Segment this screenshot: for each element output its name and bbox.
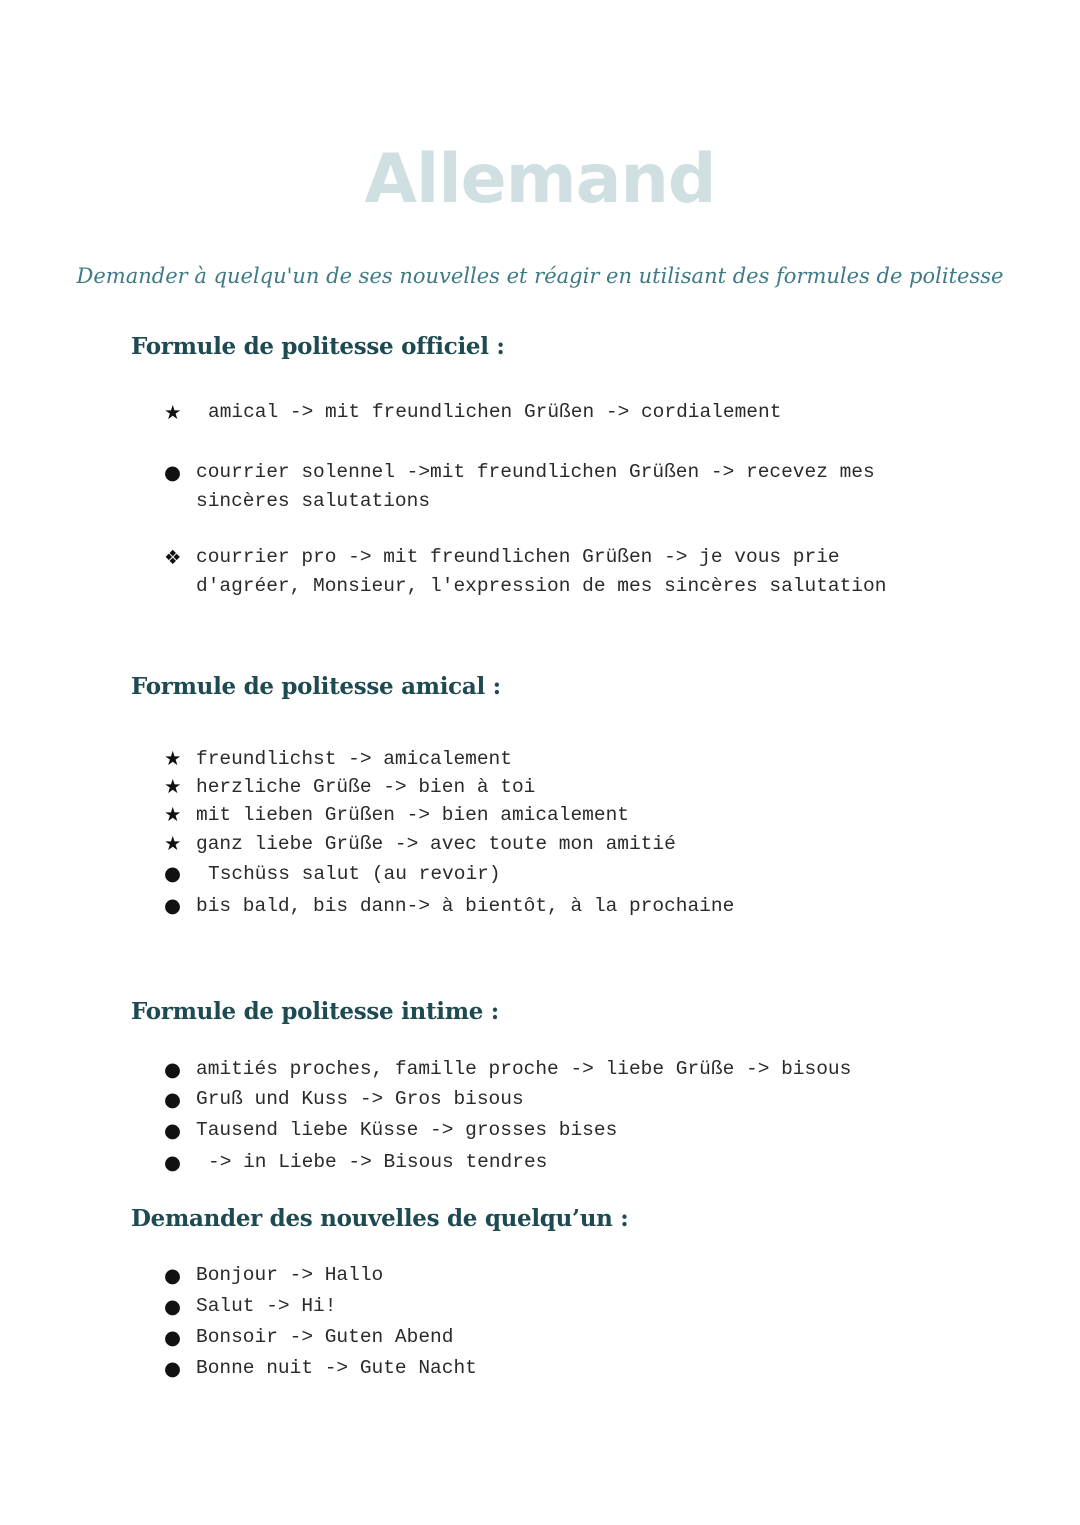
page-subtitle: Demander à quelqu'un de ses nouvelles et réagir en utilisant des formules de politesse — [76, 264, 1004, 288]
dot-bullet-icon: ● — [164, 894, 182, 917]
list-item-text: herzliche Grüße -> bien à toi — [196, 776, 536, 798]
star-bullet-icon: ★ — [164, 775, 182, 798]
dot-bullet-icon: ● — [164, 862, 182, 885]
list-item-text: amical -> mit freundlichen Grüßen -> cordialement — [208, 401, 782, 423]
star-bullet-icon: ★ — [164, 832, 182, 855]
list-item — [164, 1148, 944, 1177]
dot-bullet-icon: ● — [164, 1295, 182, 1318]
list-item-text: Tschüss salut (au revoir) — [208, 863, 501, 885]
section-heading-nouvelles: Demander des nouvelles de quelqu’un : — [131, 1205, 629, 1232]
list-item — [164, 1116, 944, 1145]
dot-bullet-icon: ● — [164, 1088, 182, 1111]
list-item-text: Bonsoir -> Guten Abend — [196, 1326, 454, 1348]
list-item-text: amitiés proches, famille proche -> liebe Grüße -> bisous — [196, 1058, 852, 1080]
star-bullet-icon: ★ — [164, 803, 182, 826]
list-item-text: Bonjour -> Hallo — [196, 1264, 384, 1286]
list-item-text: -> in Liebe -> Bisous tendres — [208, 1151, 548, 1173]
list-item-text: Gruß und Kuss -> Gros bisous — [196, 1088, 524, 1110]
dot-bullet-icon: ● — [164, 1119, 182, 1142]
list-item-text: bis bald, bis dann-> à bientôt, à la prochaine — [196, 895, 735, 917]
list-item-text: ganz liebe Grüße -> avec toute mon amitié — [196, 833, 676, 855]
list-item — [164, 892, 944, 920]
diamond-bullet-icon: ❖ — [164, 546, 182, 569]
list-item — [164, 1292, 944, 1321]
star-bullet-icon: ★ — [164, 401, 182, 424]
dot-bullet-icon: ● — [164, 461, 182, 484]
list-item-text: courrier pro -> mit freundlichen Grüßen -> je vous prie d'agréer, Monsieur, l'expression de mes sincères salutation — [196, 546, 887, 597]
list-item-text: freundlichst -> amicalement — [196, 748, 512, 770]
list-item — [164, 543, 944, 601]
list-item — [164, 801, 944, 829]
section-heading-amical: Formule de politesse amical : — [131, 673, 501, 700]
dot-bullet-icon: ● — [164, 1151, 182, 1174]
list-item-text: Tausend liebe Küsse -> grosses bises — [196, 1119, 618, 1141]
section-heading-officiel: Formule de politesse officiel : — [131, 333, 505, 360]
list-item — [164, 1261, 944, 1290]
list-item-text: courrier solennel ->mit freundlichen Grüßen -> recevez mes sincères salutations — [196, 461, 887, 512]
list-item-text: mit lieben Grüßen -> bien amicalement — [196, 804, 629, 826]
list-item-text: Salut -> Hi! — [196, 1295, 337, 1317]
dot-bullet-icon: ● — [164, 1326, 182, 1349]
list-item-text: Bonne nuit -> Gute Nacht — [196, 1357, 477, 1379]
list-item — [164, 773, 944, 801]
dot-bullet-icon: ● — [164, 1058, 182, 1081]
list-item — [164, 1055, 944, 1084]
list-item — [164, 458, 944, 516]
list-item — [164, 860, 944, 888]
dot-bullet-icon: ● — [164, 1357, 182, 1380]
list-item — [164, 830, 944, 858]
dot-bullet-icon: ● — [164, 1264, 182, 1287]
list-item — [164, 1354, 944, 1383]
list-item — [164, 1323, 944, 1352]
list-item — [164, 745, 944, 773]
section-heading-intime: Formule de politesse intime : — [131, 998, 499, 1025]
list-item — [164, 1085, 944, 1114]
list-item — [164, 398, 944, 427]
page-title: Allemand — [364, 140, 716, 219]
star-bullet-icon: ★ — [164, 747, 182, 770]
